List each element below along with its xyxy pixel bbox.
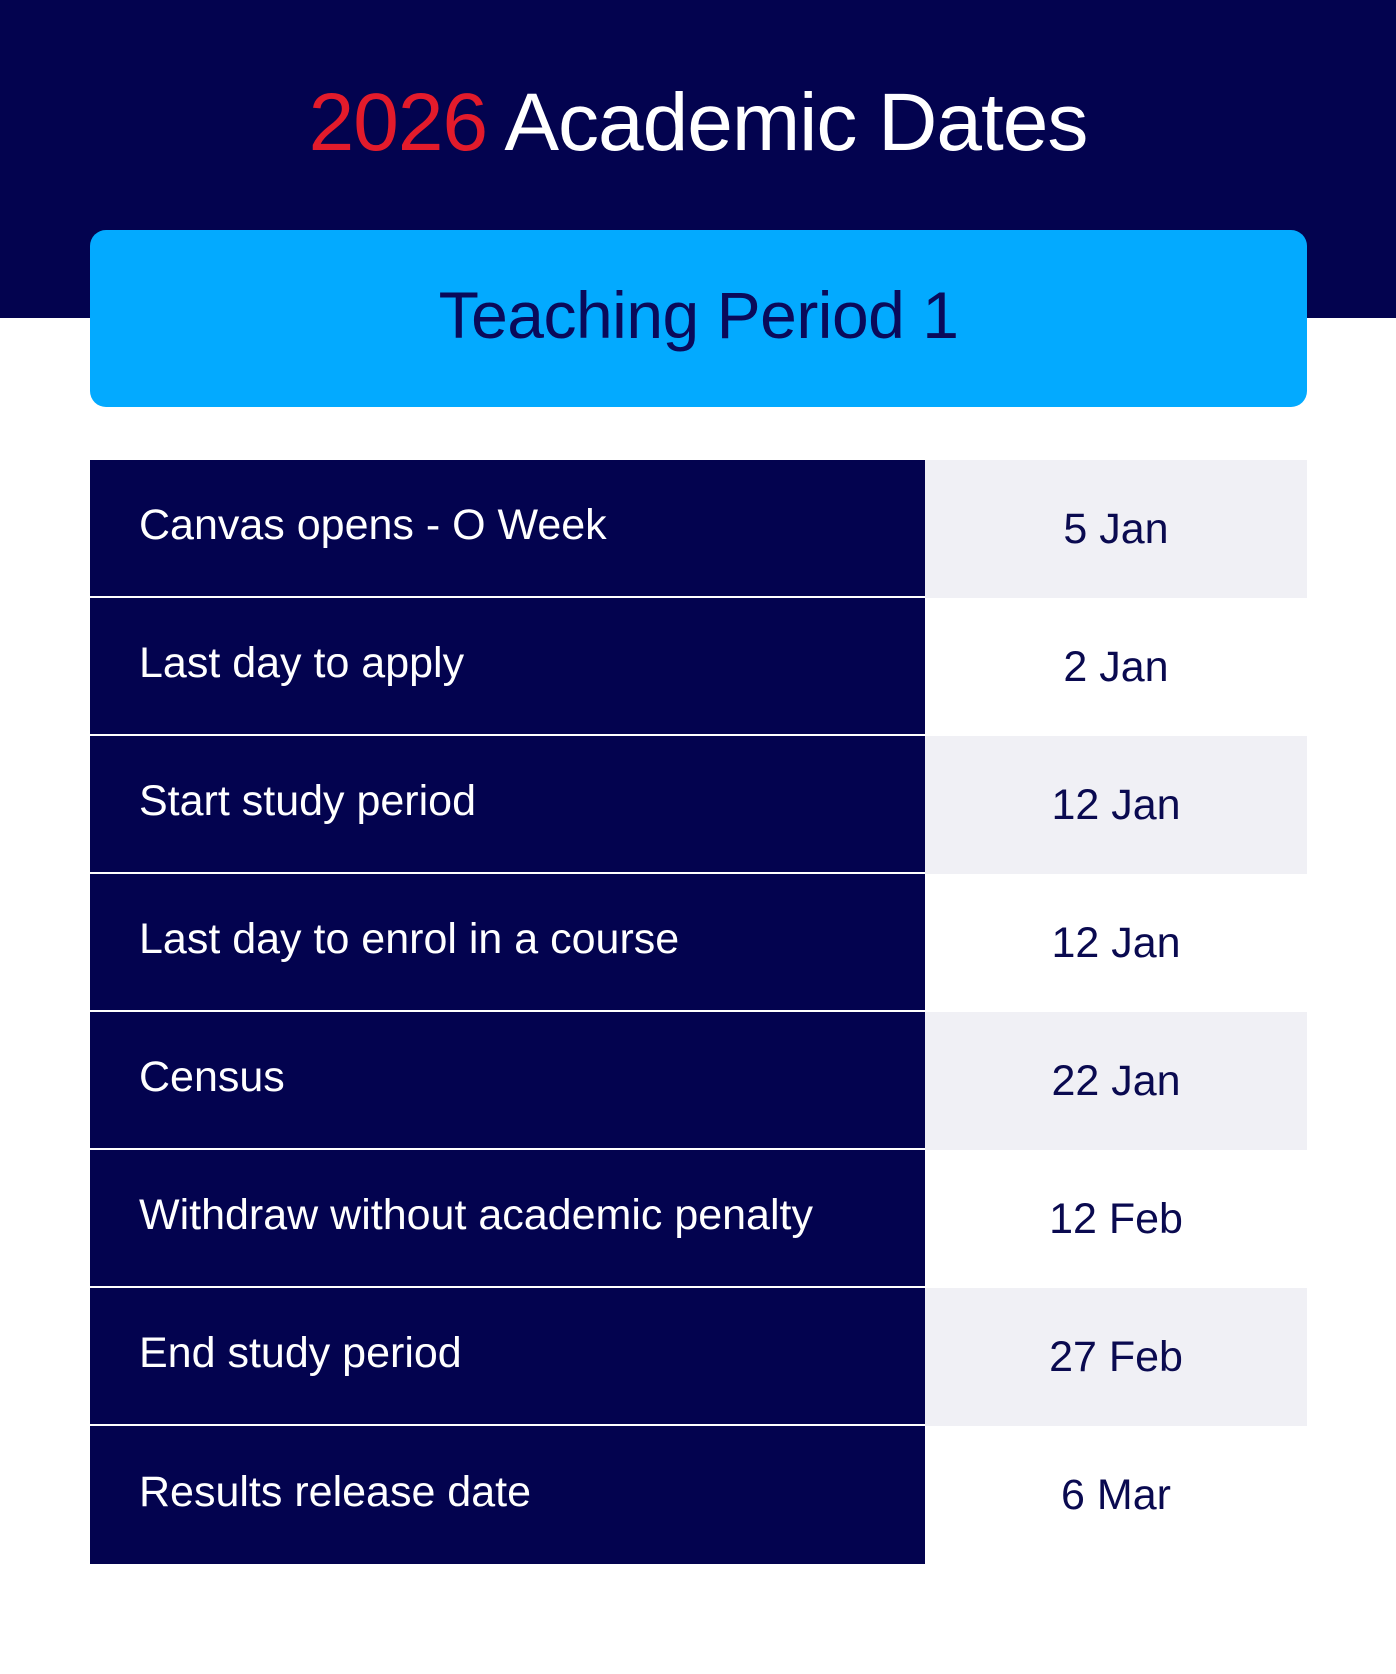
date-label: Canvas opens - O Week — [139, 500, 607, 549]
dates-table — [90, 460, 1307, 1564]
title-text: Academic Dates — [504, 77, 1088, 168]
date-label-cell — [90, 460, 925, 598]
date-label-cell — [90, 874, 925, 1012]
date-value: 12 Jan — [925, 736, 1307, 874]
date-value: 27 Feb — [925, 1288, 1307, 1426]
date-label-cell — [90, 598, 925, 736]
table-row — [90, 1426, 1307, 1564]
date-value: 22 Jan — [925, 1012, 1307, 1150]
table-row — [90, 1012, 1307, 1150]
date-value: 12 Feb — [925, 1150, 1307, 1288]
title-year: 2026 — [308, 77, 488, 168]
date-label: Last day to enrol in a course — [139, 914, 680, 963]
date-value: 12 Jan — [925, 874, 1307, 1012]
table-row — [90, 598, 1307, 736]
date-value: 6 Mar — [925, 1426, 1307, 1564]
period-banner — [90, 230, 1307, 407]
date-value: 5 Jan — [925, 460, 1307, 598]
date-value: 2 Jan — [925, 598, 1307, 736]
date-label: Census — [139, 1052, 285, 1101]
date-label-cell — [90, 1012, 925, 1150]
date-label: End study period — [139, 1328, 462, 1377]
table-row — [90, 460, 1307, 598]
period-title: Teaching Period 1 — [438, 277, 959, 352]
date-label: Start study period — [139, 776, 477, 825]
date-label-cell — [90, 736, 925, 874]
table-row — [90, 1288, 1307, 1426]
date-label: Results release date — [139, 1467, 531, 1516]
date-label: Withdraw without academic penalty — [139, 1190, 813, 1239]
table-row — [90, 874, 1307, 1012]
table-row — [90, 1150, 1307, 1288]
date-label-cell — [90, 1288, 925, 1426]
date-label-cell — [90, 1426, 925, 1564]
date-label-cell — [90, 1150, 925, 1288]
table-row — [90, 736, 1307, 874]
page-title — [0, 78, 1396, 168]
date-label: Last day to apply — [139, 638, 465, 687]
